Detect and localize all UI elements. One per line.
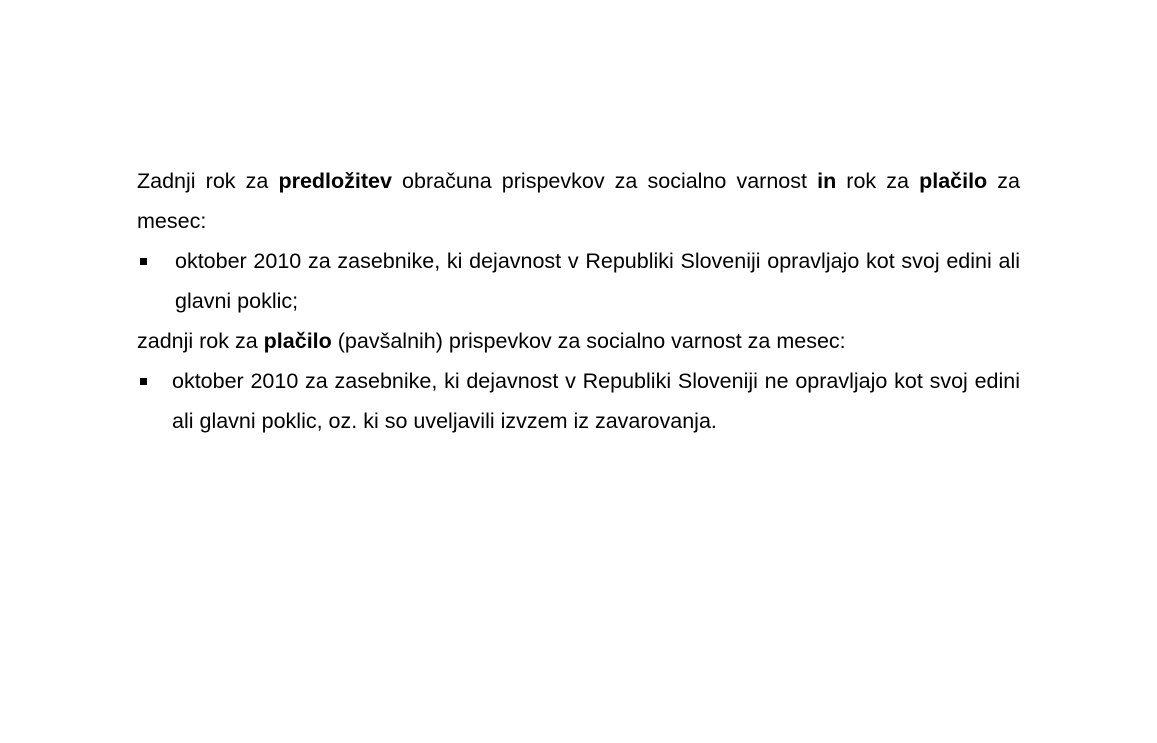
list-item (137, 241, 1020, 321)
paragraph2-bold-payment: plačilo (263, 329, 332, 353)
bullet1-text: oktober 2010 za zasebnike, ki dejavnost v Republiki Sloveniji opravljajo kot svoj edini ali glavni poklic; (175, 249, 1020, 313)
paragraph1-bold-submission: predložitev (278, 169, 392, 193)
deadline-paragraph-submission (137, 161, 1020, 241)
square-bullet-icon (140, 258, 147, 265)
square-bullet-icon (140, 378, 147, 385)
paragraph1-text-1: Zadnji rok za (137, 169, 279, 193)
document-body (137, 161, 1020, 441)
paragraph1-bold-in: in (817, 169, 837, 193)
paragraph2-text-2: (pavšalnih) prispevkov za socialno varnost za mesec: (331, 329, 846, 353)
deadline-paragraph-payment (137, 321, 1020, 361)
paragraph1-bold-payment: plačilo (919, 169, 988, 193)
paragraph1-text-3: rok za (836, 169, 920, 193)
paragraph1-text-2: obračuna prispevkov za socialno varnost (391, 169, 818, 193)
paragraph1-text-4: za mesec: (137, 169, 1021, 233)
paragraph2-text-1: zadnji rok za (137, 329, 264, 353)
bullet2-text: oktober 2010 za zasebnike, ki dejavnost v Republiki Sloveniji ne opravljajo kot svoj edini ali glavni poklic, oz. ki so uveljavili izvzem iz zavarovanja. (172, 369, 1020, 433)
list-item (137, 361, 1020, 441)
